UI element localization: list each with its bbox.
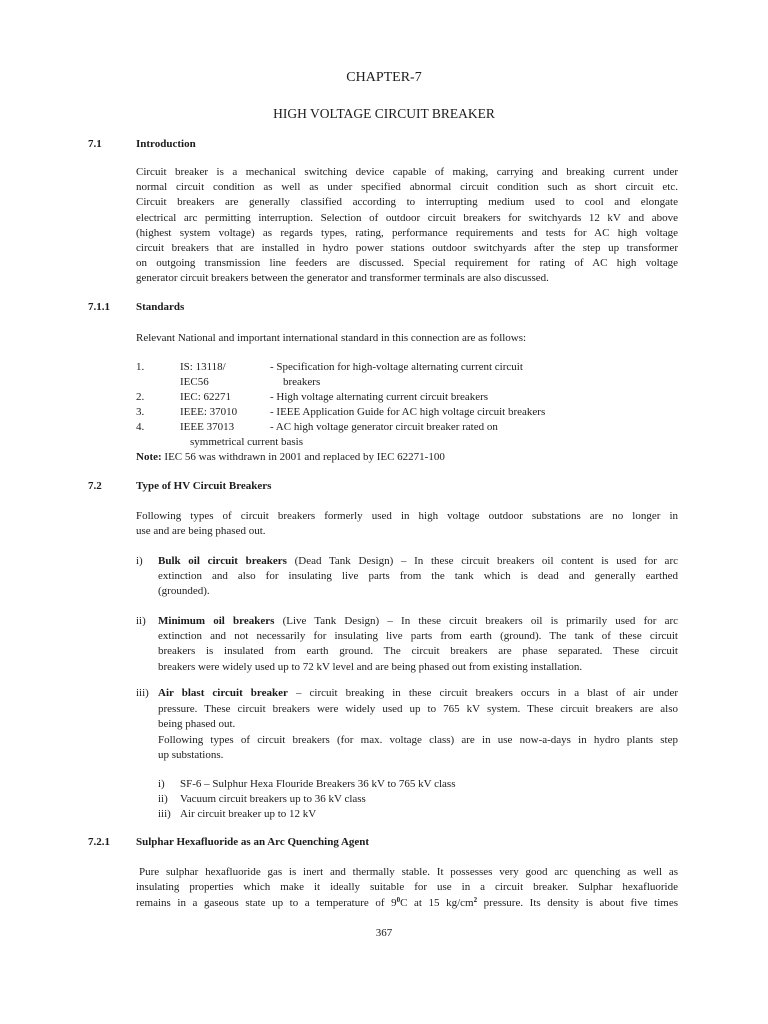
paragraph-line	[158, 686, 678, 702]
breaker-type-text: – circuit breaking in these circuit breakers occurs in a blast of air under	[295, 687, 679, 699]
list-item-text: Vacuum circuit breakers up to 36 kV class	[180, 793, 366, 805]
paragraph-line	[158, 554, 678, 569]
list-marker: ii)	[158, 793, 168, 805]
paragraph-line: on outgoing transmission line feeders are discussed. Special requirement for rating of AC high voltage	[136, 257, 678, 270]
line-segment: pressure. Its density is about five times	[477, 897, 679, 910]
standard-code: IS: 13118/	[180, 361, 226, 373]
standard-description: - AC high voltage generator circuit breaker rated on	[270, 421, 498, 433]
breaker-type-item	[136, 614, 678, 675]
paragraph-line: electrical arc permitting interruption. Selection of outdoor circuit breakers for switchyards 12 kV and above	[136, 211, 678, 224]
list-item	[136, 420, 678, 435]
superscript: 2	[473, 896, 478, 905]
list-item-continuation	[136, 375, 678, 390]
list-item-number: 1.	[136, 361, 145, 373]
section-number: 7.2	[88, 480, 102, 492]
paragraph-line: insulating properties which make it ideally suitable for use in a circuit breaker. Sulphar hexafluoride	[136, 881, 678, 894]
list-item	[136, 405, 678, 420]
paragraph-line: Following types of circuit breakers formerly used in high voltage outdoor substations are no longer in	[136, 510, 678, 522]
standard-code: IEC56	[180, 376, 209, 388]
list-marker: i)	[158, 778, 165, 790]
list-item-number: 3.	[136, 406, 145, 418]
line-segment: C at 15 kg/cm	[400, 897, 474, 910]
breaker-type-item	[136, 554, 678, 600]
standards-list	[136, 360, 678, 465]
paragraph-line: being phased out.	[158, 718, 236, 731]
paragraph-line: (grounded).	[158, 585, 210, 598]
chapter-title: HIGH VOLTAGE CIRCUIT BREAKER	[273, 106, 495, 121]
section-heading: Type of HV Circuit Breakers	[136, 480, 272, 492]
note-label: Note:	[136, 451, 162, 463]
standard-description: breakers	[283, 376, 321, 388]
note-text: IEC 56 was withdrawn in 2001 and replaced by IEC 62271-100	[164, 451, 445, 463]
section-heading: Introduction	[136, 138, 196, 150]
list-marker: iii)	[136, 687, 149, 699]
paragraph-line: generator circuit breakers between the generator and transformer terminals are also discussed.	[136, 272, 549, 285]
list-marker: iii)	[158, 808, 171, 820]
intro-paragraph	[136, 165, 678, 287]
standard-description: symmetrical current basis	[190, 436, 304, 448]
current-types-list	[158, 777, 678, 822]
standard-code: IEEE 37013	[180, 421, 235, 433]
paragraph-line: circuit breakers that are installed in hydro power stations outdoor switchyards after the step up transformer	[136, 242, 678, 255]
line-segment: remains in a gaseous state up to a temperature of 9	[136, 897, 397, 910]
paragraph-line: Circuit breakers are generally classified according to interrupting medium used to cool and elongate	[136, 196, 678, 209]
standard-description: - High voltage alternating current circuit breakers	[270, 391, 489, 403]
list-marker: i)	[136, 555, 143, 567]
paragraph-line: normal circuit condition as well as under specified abnormal circuit condition such as short circuit etc.	[136, 181, 678, 194]
breaker-type-name: Air blast circuit breaker	[158, 687, 288, 699]
list-item	[158, 807, 678, 822]
breaker-type-text: (Dead Tank Design) – In these circuit breakers oil content is used for arc	[294, 555, 678, 567]
standard-description: - IEEE Application Guide for AC high voltage circuit breakers	[270, 406, 546, 418]
sf6-paragraph	[136, 865, 678, 912]
list-item	[158, 777, 678, 792]
section-number: 7.1	[88, 138, 102, 150]
standards-lead: Relevant National and important international standard in this connection are as follows:	[136, 332, 527, 344]
list-item-number: 2.	[136, 391, 145, 403]
list-item-text: SF-6 – Sulphur Hexa Flouride Breakers 36 kV to 765 kV class	[180, 778, 456, 790]
breaker-type-item	[136, 686, 678, 764]
standard-code: IEEE: 37010	[180, 406, 238, 418]
section-heading: Standards	[136, 301, 185, 313]
breaker-type-text: (Live Tank Design) – In these circuit breakers oil is primarily used for arc	[282, 615, 679, 627]
paragraph-line: up substations.	[158, 749, 224, 762]
paragraph-line: breakers is insulated from earth ground. The circuit breakers are phase separated. These circuit	[158, 645, 678, 658]
paragraph-line: Following types of circuit breakers (for max. voltage class) are in use now-a-days in hydro plants step	[158, 733, 678, 746]
paragraph-line	[136, 896, 678, 911]
standard-description: - Specification for high-voltage alternating current circuit	[270, 361, 523, 373]
section-heading: Sulphar Hexafluoride as an Arc Quenching Agent	[136, 836, 370, 848]
paragraph-line: Pure sulphar hexafluoride gas is inert and thermally stable. It possesses very good arc quenching as well as	[139, 866, 678, 878]
paragraph-line: use and are being phased out.	[136, 525, 266, 538]
paragraph-line: extinction and also for insulating live parts from the tank which is dead and generally earthed	[158, 570, 678, 583]
paragraph-line: extinction and not necessarily for insulating live parts from earth (ground). The tank of these circuit	[158, 630, 678, 643]
breaker-type-name: Minimum oil breakers	[158, 615, 275, 627]
list-item-continuation	[136, 435, 678, 450]
section-number: 7.1.1	[88, 301, 110, 313]
list-item	[136, 390, 678, 405]
breaker-type-name: Bulk oil circuit breakers	[158, 555, 287, 567]
list-marker: ii)	[136, 615, 146, 627]
standard-code: IEC: 62271	[180, 391, 232, 403]
list-item-text: Air circuit breaker up to 12 kV	[180, 808, 317, 820]
standards-note	[136, 450, 678, 465]
paragraph-line	[158, 614, 678, 629]
paragraph-line: (highest system voltage) as regards types, rating, performance requirements and tests for AC high voltage	[136, 226, 678, 239]
list-item-number: 4.	[136, 421, 145, 433]
superscript: 0	[396, 896, 401, 905]
section-number: 7.2.1	[88, 836, 110, 848]
paragraph-line: Circuit breaker is a mechanical switching device capable of making, carrying and breaking current under	[136, 166, 678, 178]
paragraph-line: pressure. These circuit breakers were widely used up to 765 kV system. These circuit breakers are also	[158, 702, 678, 715]
paragraph-line: breakers were widely used up to 72 kV level and are being phased out from existing installation.	[158, 660, 583, 673]
list-item	[136, 360, 678, 375]
types-lead	[136, 509, 678, 539]
chapter-label: CHAPTER-7	[346, 70, 422, 85]
page-number: 367	[375, 927, 393, 939]
list-item	[158, 792, 678, 807]
